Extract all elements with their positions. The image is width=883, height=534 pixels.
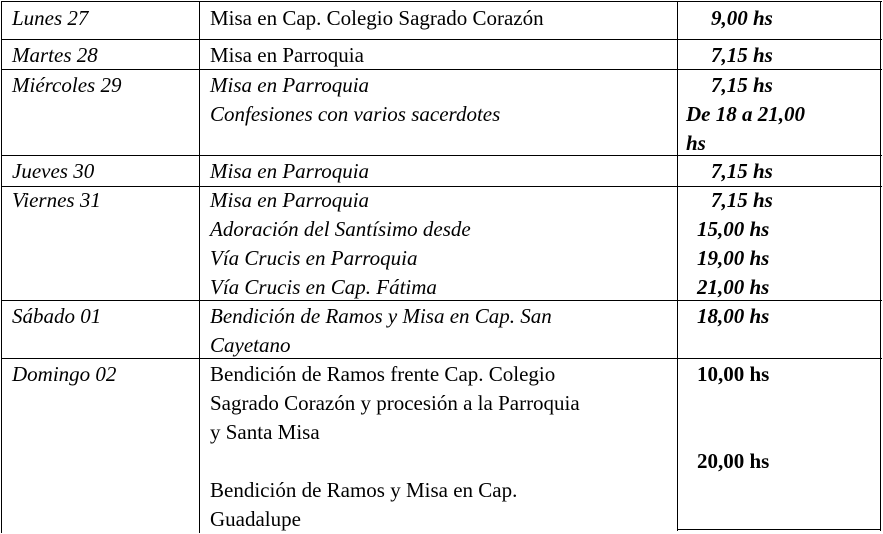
day-cell [12,71,121,100]
activity-cell [210,157,369,186]
time-text: 7,15 hs [711,188,773,212]
time-cell [711,41,773,70]
activity-text: Misa en Parroquia [210,159,370,183]
activity-cell [210,186,471,302]
activity-text: y Santa Misa [210,420,320,444]
time-text: 9,00 hs [711,6,773,30]
column-divider-1 [199,1,200,533]
day-label: Jueves 30 [12,159,95,183]
activity-text: Confesiones con varios sacerdotes [210,102,501,126]
activity-text: Sagrado Corazón y procesión a la Parroquia [210,391,580,415]
time-text: 7,15 hs [711,73,773,97]
table-border-right [880,1,881,531]
time-text: 21,00 hs [697,275,770,299]
time-cell [711,157,773,186]
activity-cell [210,302,552,360]
table-border-bottom-right [677,529,881,530]
activity-text: Misa en Parroquia [210,43,364,67]
activity-text: Misa en Parroquia [210,188,370,212]
activity-text: Misa en Parroquia [210,73,370,97]
day-label: Martes 28 [12,43,98,67]
time-cell [686,71,805,158]
day-label: Lunes 27 [12,6,89,30]
activity-cell [210,41,364,70]
day-cell [12,4,88,33]
activity-text: Vía Crucis en Cap. Fátima [210,275,437,299]
activity-text: Bendición de Ramos frente Cap. Colegio [210,362,556,386]
activity-text: Vía Crucis en Parroquia [210,246,418,270]
time-text: 7,15 hs [711,43,773,67]
day-cell [12,157,94,186]
activity-cell [210,71,500,129]
day-cell [12,41,98,70]
activity-text: Misa en Cap. Colegio Sagrado Corazón [210,6,544,30]
table-border-top [1,1,882,2]
time-text: 19,00 hs [697,246,770,270]
time-text: 7,15 hs [711,159,773,183]
time-text: 10,00 hs [697,362,770,386]
activity-text: Bendición de Ramos y Misa en Cap. [210,478,518,502]
activity-cell [210,360,580,534]
activity-text: Cayetano [210,333,291,357]
day-cell [12,360,116,389]
time-text: De 18 a 21,00 [686,102,805,126]
time-cell [711,4,773,33]
day-cell [12,302,101,331]
time-cell [697,186,773,302]
time-text: 20,00 hs [697,449,770,473]
time-cell [697,302,769,331]
time-text: hs [686,131,706,155]
table-border-left [1,1,2,533]
activity-cell [210,4,544,33]
day-label: Miércoles 29 [12,73,122,97]
column-divider-2 [677,1,678,531]
activity-text [210,447,580,476]
activity-text: Guadalupe [210,507,301,531]
day-label: Sábado 01 [12,304,102,328]
day-label: Domingo 02 [12,362,117,386]
row-divider [1,39,882,40]
activity-text: Adoración del Santísimo desde [210,217,471,241]
day-label: Viernes 31 [12,188,101,212]
day-cell [12,186,101,215]
time-text [697,418,769,447]
activity-text: Bendición de Ramos y Misa en Cap. San [210,304,552,328]
time-cell [697,360,769,476]
time-text: 15,00 hs [697,217,770,241]
time-text [697,389,769,418]
time-text: 18,00 hs [697,304,770,328]
